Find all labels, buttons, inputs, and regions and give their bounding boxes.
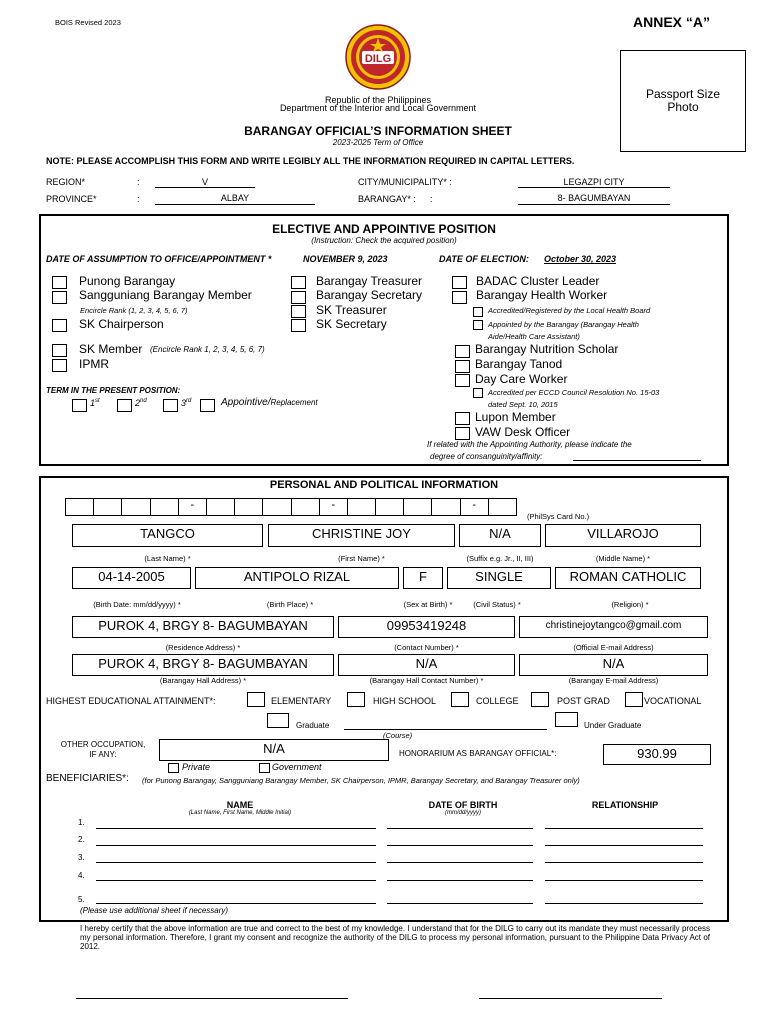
checkbox-term-3[interactable] (163, 399, 178, 412)
birth-date-field[interactable]: 04-14-2005 (72, 567, 191, 589)
hall-contact-label: (Barangay Hall Contact Number) * (369, 676, 484, 685)
form-note: NOTE: PLEASE ACCOMPLISH THIS FORM AND WRITE LEGIBLY ALL THE INFORMATION REQUIRED IN CAPITAL LETTERS. (46, 156, 575, 166)
beneficiary-dob-field[interactable] (387, 828, 533, 829)
photo-label-2: Photo (667, 100, 699, 114)
beneficiaries-note: (for Punong Barangay, Sangguniang Barangay Member, SK Chairperson, IPMR, Barangay Secretary, and Barangay Treasurer only) (142, 776, 580, 785)
beneficiary-relationship-field[interactable] (545, 828, 703, 829)
vaw-desk-officer-label: VAW Desk Officer (475, 425, 571, 439)
beneficiary-dob-field[interactable] (387, 903, 533, 904)
high-school-label: HIGH SCHOOL (373, 696, 437, 706)
consanguinity-field[interactable] (573, 460, 701, 461)
date-line[interactable] (479, 998, 662, 999)
checkbox-under-graduate[interactable] (555, 712, 578, 727)
philsys-card-field[interactable]: - - - (65, 498, 517, 516)
day-care-worker-label: Day Care Worker (475, 372, 568, 386)
government-label: Government (272, 762, 322, 772)
photo-label-1: Passport Size (645, 87, 721, 101)
colon: : (137, 194, 140, 204)
beneficiary-dob-field[interactable] (387, 880, 533, 881)
checkbox-sk-member[interactable] (52, 344, 67, 357)
checkbox-nutrition-scholar[interactable] (455, 345, 470, 358)
sk-member-rank-note: (Encircle Rank 1, 2, 3, 4, 5, 6, 7) (150, 345, 265, 354)
beneficiary-name-field[interactable] (96, 903, 376, 904)
checkbox-term-2[interactable] (117, 399, 132, 412)
city-label: CITY/MUNICIPALITY* : (358, 177, 452, 187)
religion-field[interactable]: ROMAN CATHOLIC (555, 567, 701, 589)
middle-name-field[interactable]: VILLAROJO (545, 524, 701, 547)
election-value: October 30, 2023 (544, 254, 617, 264)
checkbox-sk-treasurer[interactable] (291, 305, 306, 318)
encircle-rank-note: Encircle Rank (1, 2, 3, 4, 5, 6, 7) (80, 306, 188, 315)
term-of-office: 2023-2025 Term of Office (332, 138, 424, 147)
ipmr-label: IPMR (79, 357, 109, 371)
sk-chairperson-label: SK Chairperson (79, 317, 164, 331)
course-label: (Course) (383, 731, 413, 740)
sk-member-label: SK Member (79, 342, 143, 356)
birth-place-label: (Birth Place) * (266, 600, 314, 609)
checkbox-elementary[interactable] (247, 692, 265, 707)
lupon-member-label: Lupon Member (475, 410, 556, 424)
related-note-1: If related with the Appointing Authority, please indicate the (427, 440, 632, 449)
city-value[interactable]: LEGAZPI CITY (518, 177, 670, 188)
province-value[interactable]: ALBAY (155, 194, 315, 205)
dilg-seal (340, 24, 416, 90)
beneficiary-relationship-field[interactable] (545, 862, 703, 863)
checkbox-private[interactable] (168, 763, 179, 773)
barangay-secretary-label: Barangay Secretary (316, 288, 423, 302)
seal-text: DILG (364, 53, 392, 65)
beneficiary-row-number: 3. (78, 853, 85, 862)
beneficiary-name-field[interactable] (96, 862, 376, 863)
barangay-value[interactable]: 8- BAGUMBAYAN (518, 194, 670, 205)
appointive-label: Appointive/Replacement (221, 397, 318, 408)
contact-number-label: (Contact Number) * (394, 643, 459, 652)
hall-email-label: (Barangay E-mail Address) (568, 676, 659, 685)
barangay-label: BARANGAY* : (358, 194, 416, 204)
hall-contact-field[interactable]: N/A (338, 654, 515, 676)
badac-leader-label: BADAC Cluster Leader (476, 274, 600, 288)
last-name-label: (Last Name) * (144, 554, 191, 563)
position-instruction: (Instruction: Check the acquired position) (311, 236, 457, 245)
honorarium-label: HONORARIUM AS BARANGAY OFFICIAL*: (399, 749, 557, 758)
checkbox-lupon-member[interactable] (455, 412, 470, 425)
name-column-header: NAME (226, 800, 254, 810)
checkbox-barangay-tanod[interactable] (455, 360, 470, 373)
checkbox-health-worker[interactable] (452, 291, 467, 304)
personal-heading: PERSONAL AND POLITICAL INFORMATION (269, 479, 499, 491)
other-occupation-label: OTHER OCCUPATION, (60, 740, 146, 749)
checkbox-post-grad[interactable] (531, 692, 549, 707)
department-line: Department of the Interior and Local Government (279, 103, 477, 113)
birth-place-field[interactable]: ANTIPOLO RIZAL (195, 567, 399, 589)
checkbox-eccd-accredited[interactable] (473, 388, 483, 398)
colon: : (137, 177, 140, 187)
other-occupation-field[interactable]: N/A (159, 739, 389, 761)
eccd-accredited-label: Accredited per ECCD Council Resolution No. 15-03 (488, 388, 660, 397)
checkbox-day-care-worker[interactable] (455, 374, 470, 387)
term-2-label: 2nd (135, 398, 147, 408)
beneficiary-name-field[interactable] (96, 880, 376, 881)
honorarium-field[interactable]: 930.99 (603, 744, 711, 765)
checkbox-accredited-lhb[interactable] (473, 307, 483, 317)
birth-date-label: (Birth Date: mm/dd/yyyy) * (93, 600, 181, 609)
checkbox-punong-barangay[interactable] (52, 276, 67, 289)
sangguniang-member-label: Sangguniang Barangay Member (79, 288, 252, 302)
checkbox-ipmr[interactable] (52, 359, 67, 372)
additional-sheet-note: (Please use additional sheet if necessary) (80, 906, 229, 915)
checkbox-college[interactable] (451, 692, 469, 707)
college-label: COLLEGE (476, 696, 519, 706)
region-value[interactable]: V (155, 177, 255, 188)
sex-field[interactable]: F (403, 567, 443, 589)
checkbox-barangay-treasurer[interactable] (291, 276, 306, 289)
appointed-barangay-label: Appointed by the Barangay (Barangay Health (488, 320, 639, 329)
term-3-label: 3rd (181, 398, 192, 408)
sex-label: (Sex at Birth) * (403, 600, 453, 609)
relationship-column-header: RELATIONSHIP (591, 800, 659, 810)
beneficiary-relationship-field[interactable] (545, 845, 703, 846)
checkbox-sangguniang-member[interactable] (52, 291, 67, 304)
barangay-treasurer-label: Barangay Treasurer (316, 274, 423, 288)
republic-line: Republic of the Philippines (324, 95, 432, 105)
first-name-field[interactable]: CHRISTINE JOY (268, 524, 455, 547)
checkbox-government[interactable] (259, 763, 270, 773)
checkbox-badac-leader[interactable] (452, 276, 467, 289)
first-name-label: (First Name) * (338, 554, 385, 563)
position-section (39, 214, 729, 466)
course-field[interactable] (344, 729, 547, 730)
other-occupation-label-2: IF ANY: (89, 750, 117, 759)
punong-barangay-label: Punong Barangay (79, 274, 176, 288)
residence-field[interactable]: PUROK 4, BRGY 8- BAGUMBAYAN (72, 616, 334, 638)
religion-label: (Religion) * (611, 600, 649, 609)
related-note-2: degree of consanguinity/affinity: (430, 452, 543, 461)
email-label: (Official E-mail Address) (573, 643, 654, 652)
checkbox-appointive[interactable] (200, 399, 215, 412)
contact-number-field[interactable]: 09953419248 (338, 616, 515, 638)
election-label: DATE OF ELECTION: (439, 254, 529, 264)
beneficiary-row-number: 4. (78, 871, 85, 880)
term-label: TERM IN THE PRESENT POSITION: (46, 386, 181, 395)
name-column-sub: (Last Name, First Name, Middle Initial) (188, 810, 292, 816)
last-name-field[interactable]: TANGCO (72, 524, 263, 547)
revision-label: BOIS Revised 2023 (55, 18, 121, 27)
checkbox-vocational[interactable] (625, 692, 643, 707)
accredited-lhb-label: Accredited/Registered by the Local Health Board (488, 306, 651, 315)
form-title: BARANGAY OFFICIAL’S INFORMATION SHEET (244, 124, 512, 138)
post-grad-label: POST GRAD (557, 696, 610, 706)
middle-name-label: (Middle Name) * (595, 554, 651, 563)
vocational-label: VOCATIONAL (644, 696, 702, 706)
beneficiary-row-number: 5. (78, 895, 85, 904)
term-1-label: 1st (90, 398, 100, 408)
hall-address-label: (Barangay Hall Address) * (159, 676, 247, 685)
private-label: Private (182, 762, 211, 772)
education-label: HIGHEST EDUCATIONAL ATTAINMENT*: (46, 696, 216, 706)
health-worker-label: Barangay Health Worker (476, 288, 608, 302)
residence-label: (Residence Address) * (165, 643, 241, 652)
beneficiary-row-number: 1. (78, 818, 85, 827)
checkbox-high-school[interactable] (347, 692, 365, 707)
civil-status-label: (Civil Status) * (473, 600, 521, 609)
checkbox-vaw-desk-officer[interactable] (455, 427, 470, 440)
checkbox-appointed-barangay[interactable] (473, 320, 483, 330)
email-field[interactable]: christinejoytangco@gmail.com (519, 616, 708, 638)
annex-label: ANNEX “A” (633, 14, 711, 30)
checkbox-graduate[interactable] (267, 713, 289, 728)
passport-photo-box (620, 50, 746, 152)
signature-line[interactable] (76, 998, 348, 999)
checkbox-sk-secretary[interactable] (291, 319, 306, 332)
dob-column-sub: (mm/dd/yyyy) (445, 810, 481, 816)
beneficiary-dob-field[interactable] (387, 862, 533, 863)
hall-address-field[interactable]: PUROK 4, BRGY 8- BAGUMBAYAN (72, 654, 334, 676)
eccd-accredited-label-2: dated Sept. 10, 2015 (488, 400, 558, 409)
graduate-label: Graduate (296, 721, 330, 730)
assumption-label: DATE OF ASSUMPTION TO OFFICE/APPOINTMENT * (46, 254, 272, 264)
colon: : (430, 194, 433, 204)
suffix-field[interactable]: N/A (459, 524, 541, 547)
beneficiary-row-number: 2. (78, 835, 85, 844)
beneficiary-relationship-field[interactable] (545, 903, 703, 904)
appointed-barangay-label-2: Aide/Health Care Assistant) (488, 332, 580, 341)
barangay-tanod-label: Barangay Tanod (475, 357, 563, 371)
civil-status-field[interactable]: SINGLE (447, 567, 551, 589)
region-label: REGION* (46, 177, 86, 187)
beneficiaries-label: BENEFICIARIES*: (46, 773, 129, 784)
position-heading: ELECTIVE AND APPOINTIVE POSITION (272, 222, 496, 236)
elementary-label: ELEMENTARY (271, 696, 332, 706)
hall-email-field[interactable]: N/A (519, 654, 708, 676)
beneficiary-relationship-field[interactable] (545, 880, 703, 881)
dob-column-header: DATE OF BIRTH (428, 800, 498, 810)
assumption-value: NOVEMBER 9, 2023 (303, 254, 388, 264)
checkbox-barangay-secretary[interactable] (291, 291, 306, 304)
checkbox-term-1[interactable] (72, 399, 87, 412)
beneficiary-dob-field[interactable] (387, 845, 533, 846)
sk-secretary-label: SK Secretary (316, 317, 387, 331)
beneficiary-name-field[interactable] (96, 845, 376, 846)
suffix-label: (Suffix e.g. Jr., II, III) (466, 554, 534, 563)
nutrition-scholar-label: Barangay Nutrition Scholar (475, 342, 619, 356)
beneficiary-name-field[interactable] (96, 828, 376, 829)
checkbox-sk-chairperson[interactable] (52, 319, 67, 332)
under-graduate-label: Under Graduate (584, 721, 642, 730)
sk-treasurer-label: SK Treasurer (316, 303, 387, 317)
province-label: PROVINCE* (46, 194, 97, 204)
philsys-label: (PhilSys Card No.) (527, 512, 590, 521)
certification-text: I hereby certify that the above information are true and correct to the best of my knowledge. I understand that for the DILG to carry out its mandate they must necessarily process my personal information. Therefore, I grant my consent and recognize the authority of the DILG to process my personal information, pursuant to the Philippine Data Privacy Act of 2012. (80, 924, 710, 951)
